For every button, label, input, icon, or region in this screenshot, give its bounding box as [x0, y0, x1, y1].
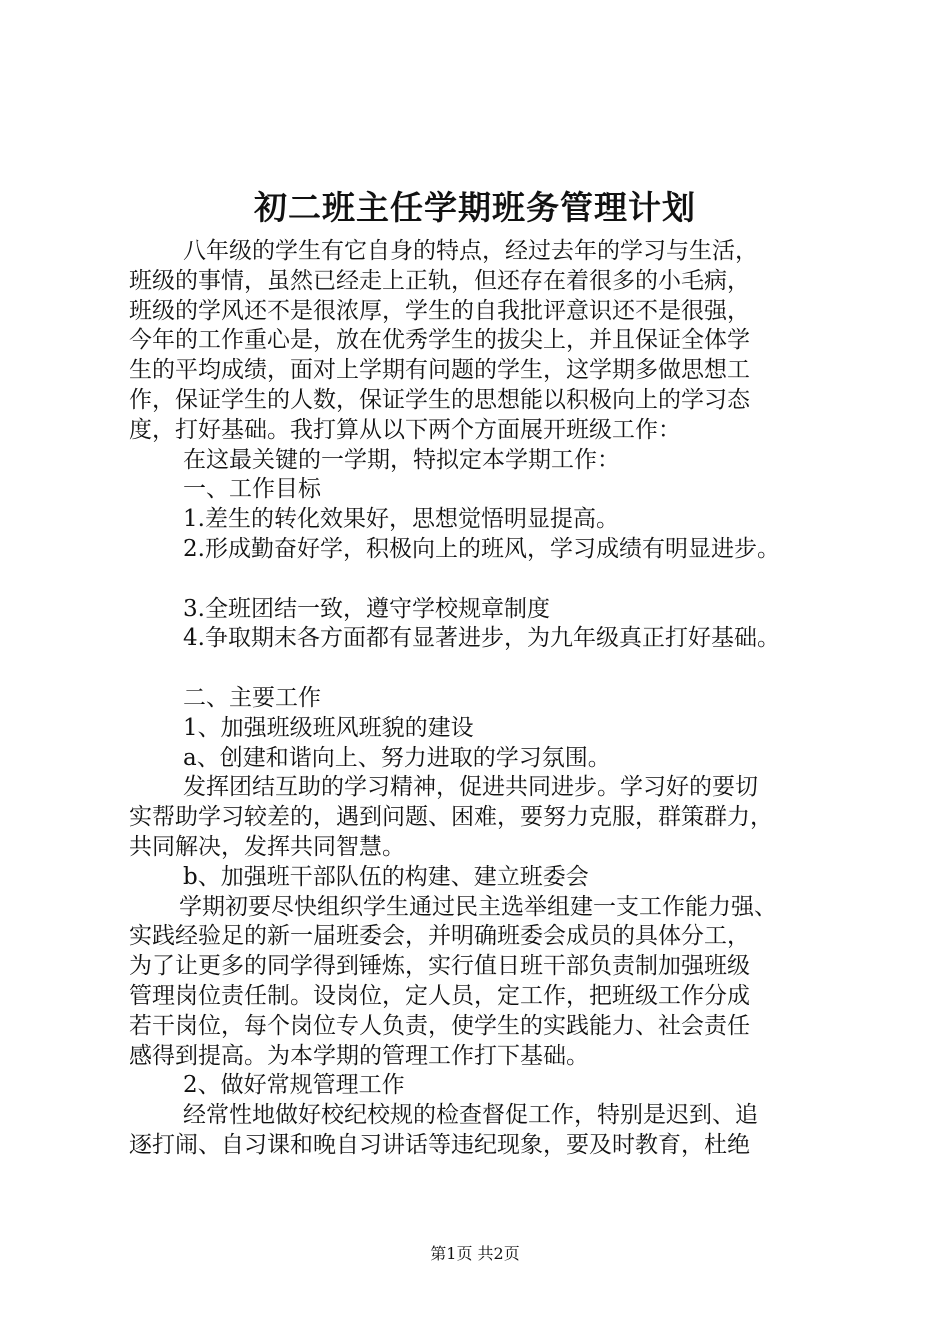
paragraph-line: 实践经验足的新一届班委会，并明确班委会成员的具体分工， — [129, 923, 750, 950]
paragraph-line: 八年级的学生有它自身的特点，经过去年的学习与生活， — [183, 238, 758, 264]
paragraph-line: 班级的事情，虽然已经走上正轨，但还存在着很多的小毛病， — [129, 267, 750, 294]
subsection-heading: 2、做好常规管理工作 — [183, 1072, 405, 1099]
paragraph-line: 为了让更多的同学得到锤炼，实行值日班干部负责制加强班级 — [129, 953, 750, 980]
document-title: 初二班主任学期班务管理计划 — [254, 188, 696, 227]
paragraph-line: 实帮助学习较差的，遇到问题、困难，要努力克服，群策群力， — [129, 804, 773, 831]
list-item: 1.差生的转化效果好，思想觉悟明显提高。 — [183, 506, 619, 533]
paragraph-line: 学期初要尽快组织学生通过民主选举组建一支工作能力强、 — [179, 893, 777, 920]
paragraph-line: 生的平均成绩，面对上学期有问题的学生，这学期多做思想工 — [129, 357, 750, 384]
paragraph-line: 今年的工作重心是，放在优秀学生的拔尖上，并且保证全体学 — [129, 327, 750, 354]
paragraph-line: 发挥团结互助的学习精神，促进共同进步。学习好的要切 — [183, 774, 758, 801]
subsection-heading: a、创建和谐向上、努力进取的学习氛围。 — [183, 744, 611, 771]
paragraph-line: 管理岗位责任制。设岗位，定人员，定工作，把班级工作分成 — [129, 982, 750, 1009]
paragraph-line: 作，保证学生的人数，保证学生的思想能以积极向上的学习态 — [129, 386, 750, 413]
document-body — [129, 237, 849, 1161]
paragraph-line: 若干岗位，每个岗位专人负责，使学生的实践能力、社会责任 — [129, 1012, 750, 1039]
list-item: 3.全班团结一致，遵守学校规章制度 — [183, 595, 550, 622]
section-heading: 一、工作目标 — [183, 476, 321, 503]
section-heading: 二、主要工作 — [183, 684, 321, 711]
list-item: 4.争取期末各方面都有显著进步，为九年级真正打好基础。 — [183, 625, 780, 652]
paragraph-line: 班级的学风还不是很浓厚，学生的自我批评意识还不是很强， — [129, 297, 750, 324]
paragraph-line: 在这最关键的一学期，特拟定本学期工作： — [183, 446, 620, 473]
paragraph-line: 共同解决，发挥共同智慧。 — [129, 833, 405, 860]
page-footer: 第1页 共2页 — [430, 1244, 520, 1263]
blank-line — [129, 565, 849, 595]
blank-line — [129, 654, 849, 684]
subsection-heading: 1、加强班级班风班貌的建设 — [183, 714, 474, 741]
paragraph-line: 逐打闹、自习课和晚自习讲话等违纪现象，要及时教育，杜绝 — [129, 1131, 750, 1158]
paragraph-line: 感得到提高。为本学期的管理工作打下基础。 — [129, 1042, 589, 1069]
paragraph-line: 经常性地做好校纪校规的检查督促工作，特别是迟到、追 — [183, 1102, 758, 1129]
paragraph-line: 度，打好基础。我打算从以下两个方面展开班级工作： — [129, 416, 681, 443]
list-item: 2.形成勤奋好学，积极向上的班风，学习成绩有明显进步。 — [183, 535, 780, 562]
subsection-heading: b、加强班干部队伍的构建、建立班委会 — [183, 863, 589, 890]
